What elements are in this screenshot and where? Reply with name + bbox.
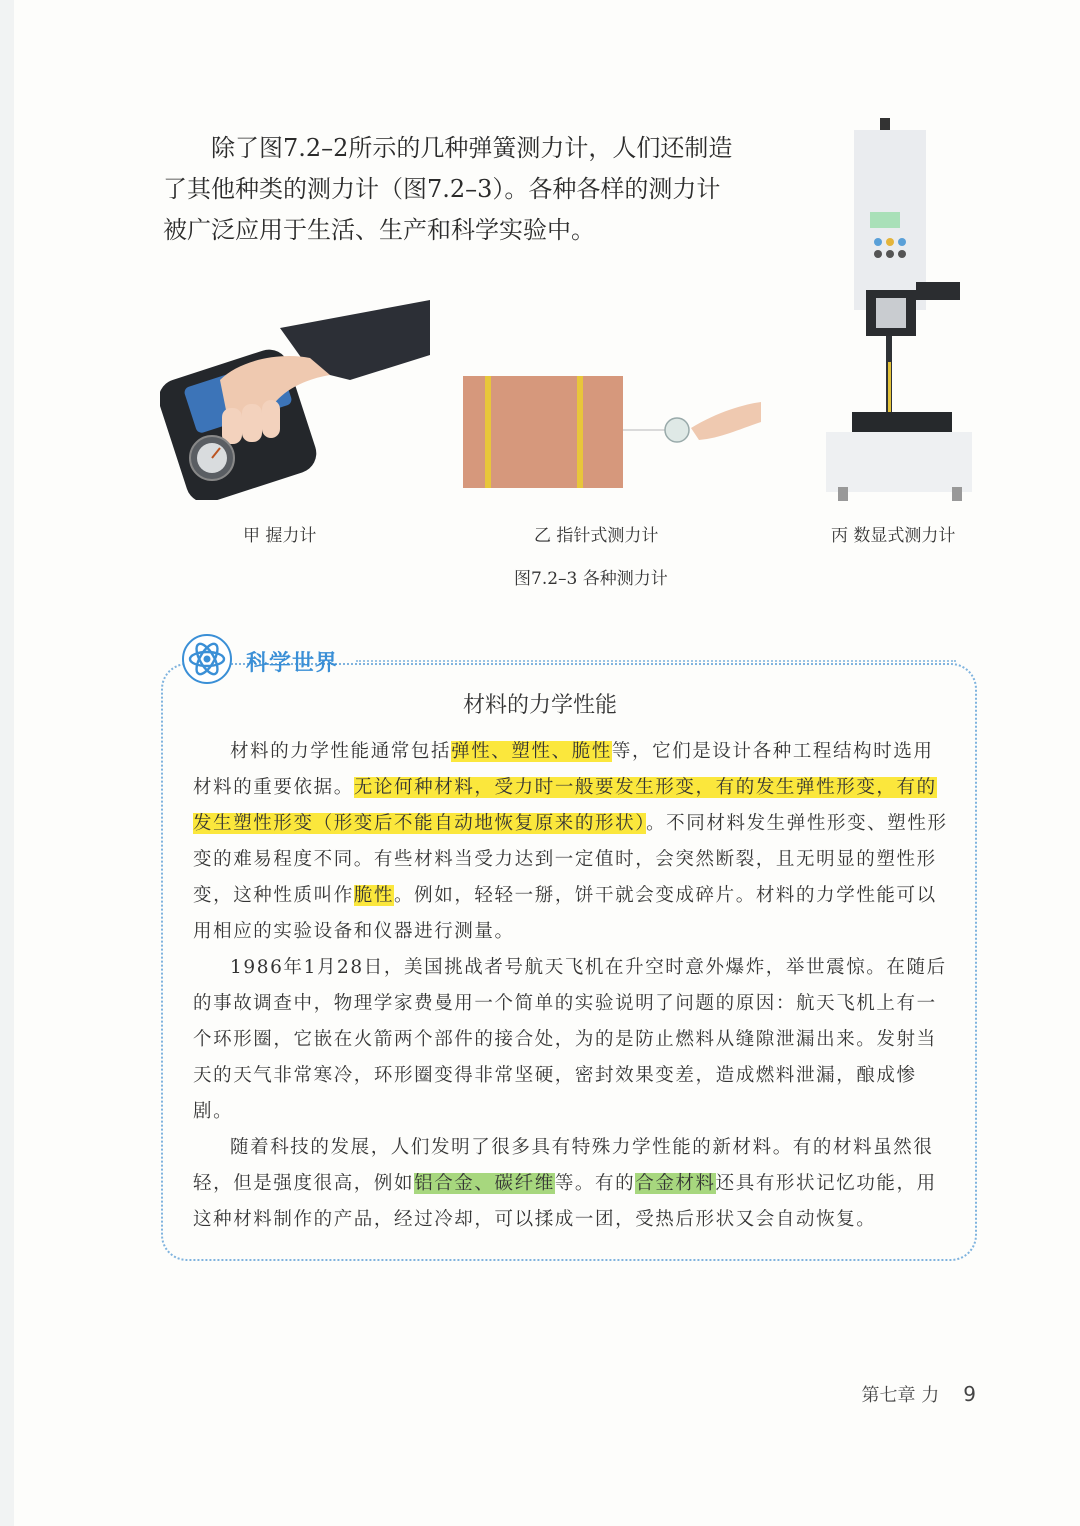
atom-icon [182, 634, 232, 684]
science-world-label: 科学世界 [246, 651, 339, 676]
intro-line-3: 被广泛应用于生活、生产和科学实验中。 [163, 216, 595, 244]
intro-paragraph [163, 128, 763, 251]
highlighted-text: 弹性、塑性、脆性 [451, 741, 612, 762]
figure-title: 图7.2–3 各种测力计 [514, 569, 668, 589]
article-paragraph-2: 1986年1月28日，美国挑战者号航天飞机在升空时意外爆炸，举世震惊。在随后的事故调查中，物理学家费曼用一个简单的实验说明了问题的原因：航天飞机上有一个环形圈，它嵌在火箭两个部件的接合处，为的是防止燃料从缝隙泄漏出来。发射当天的天气非常寒冷，环形圈变得非常坚硬，密封效果变差，造成燃料泄漏，酿成惨剧。 [193, 957, 947, 1122]
page-footer [862, 1381, 976, 1407]
intro-line-2: 了其他种类的测力计（图7.2–3）。各种各样的测力计 [163, 175, 721, 203]
article-text: 等。有的 [554, 1173, 636, 1194]
article-title: 材料的力学性能 [462, 693, 617, 718]
article-text: 还具有形状记忆功能，用这种材料制作的产品，经过冷却，可以揉成一团，受热后形状又会自动恢复。 [193, 1173, 937, 1230]
article-text: 等，它们是设计各种工程结构时选用材料的重要依据。 [193, 741, 934, 798]
highlighted-text: 脆性 [353, 885, 395, 906]
box-header-divider [356, 660, 956, 662]
article-text: 随着科技的发展，人们发明了很多具有特殊力学性能的新材料。有的材料虽然很轻，但是强度很高，例如 [193, 1137, 934, 1194]
digital-dynamometer-image [818, 112, 978, 507]
page-number: 9 [963, 1382, 976, 1406]
intro-line-1: 除了图7.2–2所示的几种弹簧测力计，人们还制造 [211, 134, 733, 162]
article-text: 。不同材料发生弹性形变、塑性形变的难易程度不同。有些材料当受力达到一定值时，会突然断裂，且无明显的塑性形变，这种性质叫作 [193, 813, 948, 906]
article-text: 。例如，轻轻一掰，饼干就会变成碎片。材料的力学性能可以用相应的实验设备和仪器进行测量。 [193, 885, 937, 942]
page-edge [0, 0, 14, 1526]
caption-digital-dynamometer: 丙 数显式测力计 [831, 526, 956, 546]
chapter-label: 第七章 力 [861, 1385, 940, 1406]
needle-dynamometer-image [455, 368, 765, 493]
article-paragraph-1 [193, 734, 948, 950]
caption-needle-dynamometer: 乙 指针式测力计 [534, 526, 659, 546]
caption-grip-dynamometer: 甲 握力计 [243, 526, 317, 546]
highlighted-text: 合金材料 [635, 1173, 716, 1194]
article-paragraph-3 [193, 1130, 948, 1238]
highlighted-text: 铝合金、碳纤维 [414, 1173, 555, 1194]
highlighted-text: 无论何种材料，受力时一般要发生形变，有的发生弹性形变，有的发生塑性形变（形变后不能自动地恢复原来的形状） [193, 777, 937, 834]
article-text: 材料的力学性能通常包括 [230, 741, 452, 762]
article-body [193, 734, 948, 1238]
grip-dynamometer-image [160, 300, 435, 500]
